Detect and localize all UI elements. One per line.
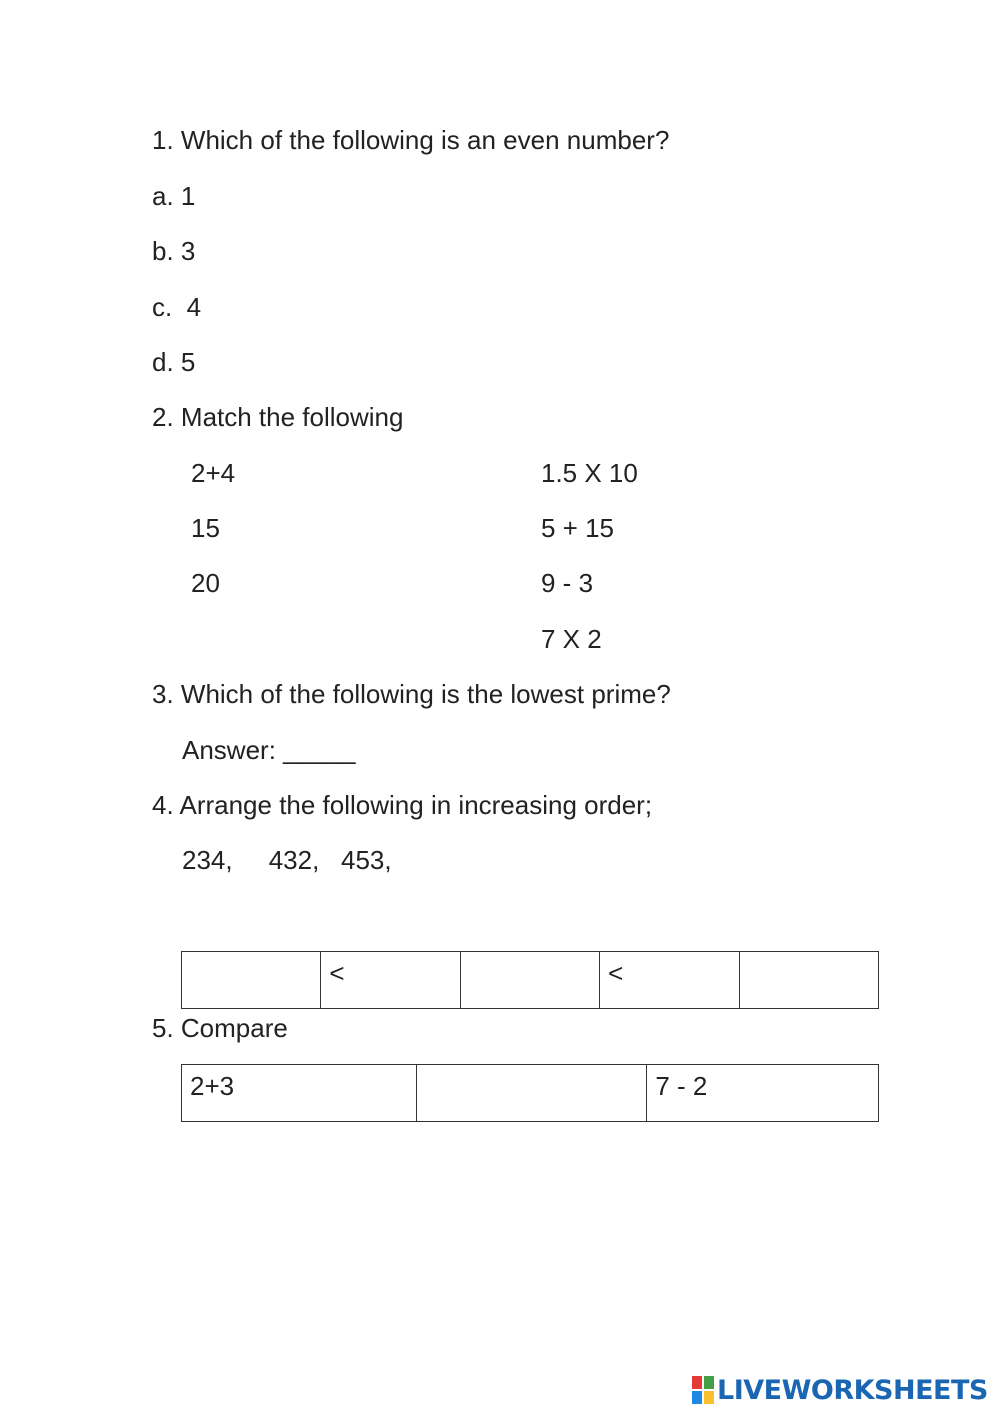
question-4: 4. Arrange the following in increasing order; [152,790,653,820]
order-cell: < [321,952,460,1009]
compare-cell[interactable] [416,1065,647,1122]
question-3: 3. Which of the following is the lowest prime? [152,679,671,709]
logo-square [704,1391,714,1404]
order-table [181,951,879,1009]
order-cell[interactable] [460,952,599,1009]
logo-grid-icon [692,1376,714,1404]
answer-blank[interactable]: Answer: _____ [182,735,356,765]
compare-cell: 7 - 2 [647,1065,879,1122]
logo-square [692,1391,702,1404]
match-left-item: 20 [191,568,220,598]
question-1: 1. Which of the following is an even number? [152,125,670,155]
match-right-item: 7 X 2 [541,624,602,654]
match-left-item: 15 [191,513,220,543]
logo-square [692,1376,702,1389]
logo-square [704,1376,714,1389]
question-2: 2. Match the following [152,402,404,432]
question-5: 5. Compare [152,1013,288,1043]
match-right-item: 9 - 3 [541,568,594,598]
compare-table [181,1064,879,1122]
order-cell[interactable] [182,952,321,1009]
option-b: b. 3 [152,236,196,266]
compare-cell: 2+3 [182,1065,417,1122]
numbers-list: 234, 432, 453, [182,845,392,875]
order-cell: < [600,952,739,1009]
match-left-item: 2+4 [191,458,236,488]
match-right-item: 1.5 X 10 [541,458,638,488]
order-cell[interactable] [739,952,878,1009]
logo-text: LIVEWORKSHEETS [717,1374,988,1406]
match-right-item: 5 + 15 [541,513,615,543]
option-c: c. 4 [152,292,202,322]
option-d: d. 5 [152,347,196,377]
liveworksheets-logo [692,1374,988,1406]
option-a: a. 1 [152,181,196,211]
